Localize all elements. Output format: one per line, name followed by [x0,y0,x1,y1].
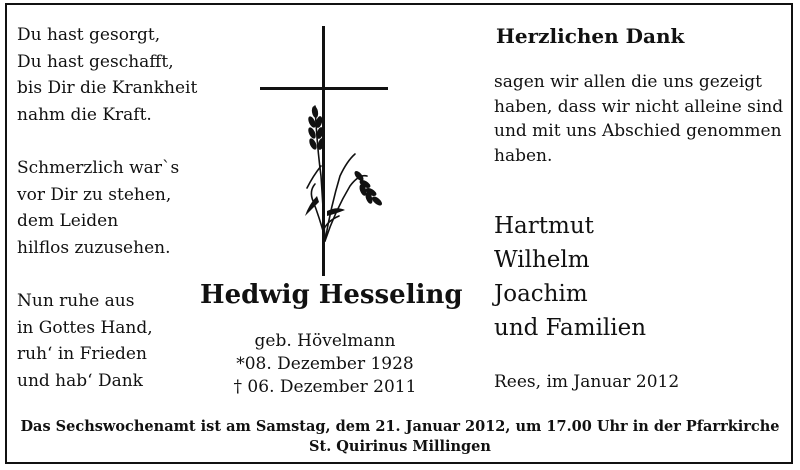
announcement-line: Das Sechswochenamt ist am Samstag, dem 21. Januar 2012, um 17.00 Uhr in der Pfarrkirche [20,418,780,435]
poem-line: ruh‘ in Frieden [17,344,147,364]
poem-line: in Gottes Hand, [17,317,153,338]
thanks-line: haben. [494,145,553,166]
death-date: † 06. Dezember 2011 [233,377,417,397]
birth-date: *08. Dezember 1928 [236,354,414,374]
place-date: Rees, im Januar 2012 [494,372,680,392]
cross-with-wheat-icon [255,26,405,278]
family-member: und Familien [494,315,647,341]
poem [17,22,197,394]
poem-stanza-3 [17,288,197,394]
service-announcement [10,417,790,457]
poem-line: Du hast geschafft, [17,51,174,72]
thanks-line: sagen wir allen die uns gezeigt [494,72,763,92]
thanks-line: und mit uns Abschied genommen [494,121,782,141]
poem-line: hilflos zuzusehen. [17,237,171,258]
thanks-title: Herzlichen Dank [496,24,685,48]
birth-name: geb. Hövelmann [254,331,396,351]
poem-line: Schmerzlich war`s [17,158,180,178]
thanks-line: haben, dass wir nicht alleine sind [494,96,784,117]
deceased-details [205,330,445,399]
poem-stanza-1 [17,22,197,128]
poem-line: vor Dir zu stehen, [17,184,172,205]
deceased-name: Hedwig Hesseling [200,280,463,310]
family-member: Hartmut [494,213,594,239]
poem-line: nahm die Kraft. [17,104,152,125]
poem-line: dem Leiden [17,211,119,231]
family-member: Wilhelm [494,247,590,273]
poem-line: Du hast gesorgt, [17,25,161,45]
family-member: Joachim [494,281,588,307]
thanks-text [494,70,783,168]
announcement-line: St. Quirinus Millingen [309,438,491,455]
poem-line: Nun ruhe aus [17,291,135,311]
poem-line: und hab‘ Dank [17,370,143,391]
poem-line: bis Dir die Krankheit [17,78,198,98]
family-names [494,209,646,345]
poem-stanza-2 [17,155,197,261]
